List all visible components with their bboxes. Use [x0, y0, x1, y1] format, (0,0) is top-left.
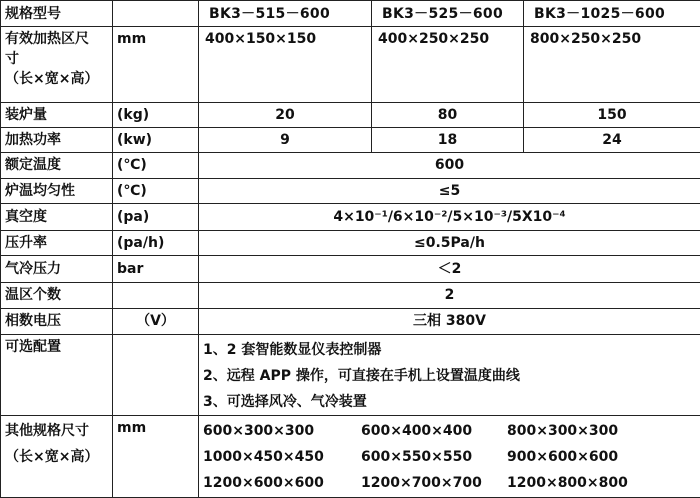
voltage-value: 三相 380V [199, 308, 700, 334]
uniformity-label: 炉温均匀性 [1, 179, 113, 204]
row-heating-zone [1, 27, 700, 102]
row-model [1, 1, 700, 27]
other-size-1-3: 800×300×300 [507, 423, 619, 440]
zones-value: 2 [199, 282, 700, 308]
load-unit: (kg) [113, 102, 199, 127]
row-uniformity [1, 179, 700, 204]
load-value-3: 150 [524, 102, 700, 127]
other-sizes-row-1 [203, 418, 696, 444]
voltage-unit: （V） [113, 308, 199, 334]
other-size-3-2: 1200×700×700 [361, 475, 482, 492]
power-label: 加热功率 [1, 127, 113, 152]
uniformity-unit: (℃) [113, 179, 199, 204]
gas-cooling-label: 气冷压力 [1, 256, 113, 282]
heating-zone-label [1, 27, 113, 102]
row-zones [1, 282, 700, 308]
model-unit-cell [113, 1, 199, 27]
gas-cooling-value: ＜2 [199, 256, 700, 282]
other-size-2-3: 900×600×600 [507, 449, 619, 466]
heating-zone-value-3: 800×250×250 [524, 27, 700, 102]
other-sizes-label-line-2: （长×宽×高） [5, 449, 99, 466]
row-voltage [1, 308, 700, 334]
heating-zone-value-2: 400×250×250 [372, 27, 524, 102]
other-size-1-2: 600×400×400 [361, 423, 473, 440]
options-item-2: 2、远程 APP 操作，可直接在手机上设置温度曲线 [203, 367, 520, 384]
heating-zone-unit: mm [113, 27, 199, 102]
row-other-sizes [1, 416, 700, 498]
model-label: 规格型号 [1, 1, 113, 27]
other-size-2-2: 600×550×550 [361, 449, 473, 466]
other-sizes-grid [199, 416, 700, 498]
options-item-3: 3、可选择风冷、气冷装置 [203, 393, 367, 410]
other-size-3-1: 1200×600×600 [203, 475, 324, 492]
heating-zone-label-line-3: （长×宽×高） [5, 71, 99, 88]
power-value-1: 9 [199, 127, 372, 152]
uniformity-value: ≤5 [199, 179, 700, 204]
other-size-2-1: 1000×450×450 [203, 449, 324, 466]
vacuum-unit: (pa) [113, 204, 199, 231]
power-value-3: 24 [524, 127, 700, 152]
options-item-1: 1、2 套智能数显仪表控制器 [203, 341, 382, 358]
pressure-rise-unit: (pa/h) [113, 231, 199, 256]
other-sizes-row-2 [203, 444, 696, 470]
pressure-rise-label: 压升率 [1, 231, 113, 256]
power-value-2: 18 [372, 127, 524, 152]
other-sizes-label [1, 416, 113, 498]
pressure-rise-value: ≤0.5Pa/h [199, 231, 700, 256]
model-2: BK3－525－600 [372, 1, 524, 27]
row-vacuum [1, 204, 700, 231]
row-gas-cooling [1, 256, 700, 282]
load-label: 装炉量 [1, 102, 113, 127]
voltage-label: 相数电压 [1, 308, 113, 334]
load-value-2: 80 [372, 102, 524, 127]
vacuum-label: 真空度 [1, 204, 113, 231]
other-sizes-label-line-1: 其他规格尺寸 [5, 423, 89, 440]
options-list [199, 334, 700, 415]
row-pressure-rise [1, 231, 700, 256]
other-size-1-1: 600×300×300 [203, 423, 315, 440]
row-options [1, 334, 700, 415]
rated-temp-unit: (℃) [113, 152, 199, 178]
row-power [1, 127, 700, 152]
options-unit [113, 334, 199, 415]
options-label: 可选配置 [1, 334, 113, 415]
model-1: BK3－515－600 [199, 1, 372, 27]
heating-zone-label-line-2: 寸 [5, 51, 19, 68]
rated-temp-value: 600 [199, 152, 700, 178]
heating-zone-label-line-1: 有效加热区尺 [5, 31, 89, 48]
power-unit: (kw) [113, 127, 199, 152]
vacuum-value: 4×10⁻¹/6×10⁻²/5×10⁻³/5X10⁻⁴ [199, 204, 700, 231]
zones-unit [113, 282, 199, 308]
load-value-1: 20 [199, 102, 372, 127]
zones-label: 温区个数 [1, 282, 113, 308]
gas-cooling-unit: bar [113, 256, 199, 282]
model-3: BK3－1025－600 [524, 1, 700, 27]
other-sizes-unit: mm [113, 416, 199, 498]
heating-zone-value-1: 400×150×150 [199, 27, 372, 102]
rated-temp-label: 额定温度 [1, 152, 113, 178]
row-load [1, 102, 700, 127]
other-size-3-3: 1200×800×800 [507, 475, 628, 492]
row-rated-temp [1, 152, 700, 178]
other-sizes-row-3 [203, 470, 696, 496]
